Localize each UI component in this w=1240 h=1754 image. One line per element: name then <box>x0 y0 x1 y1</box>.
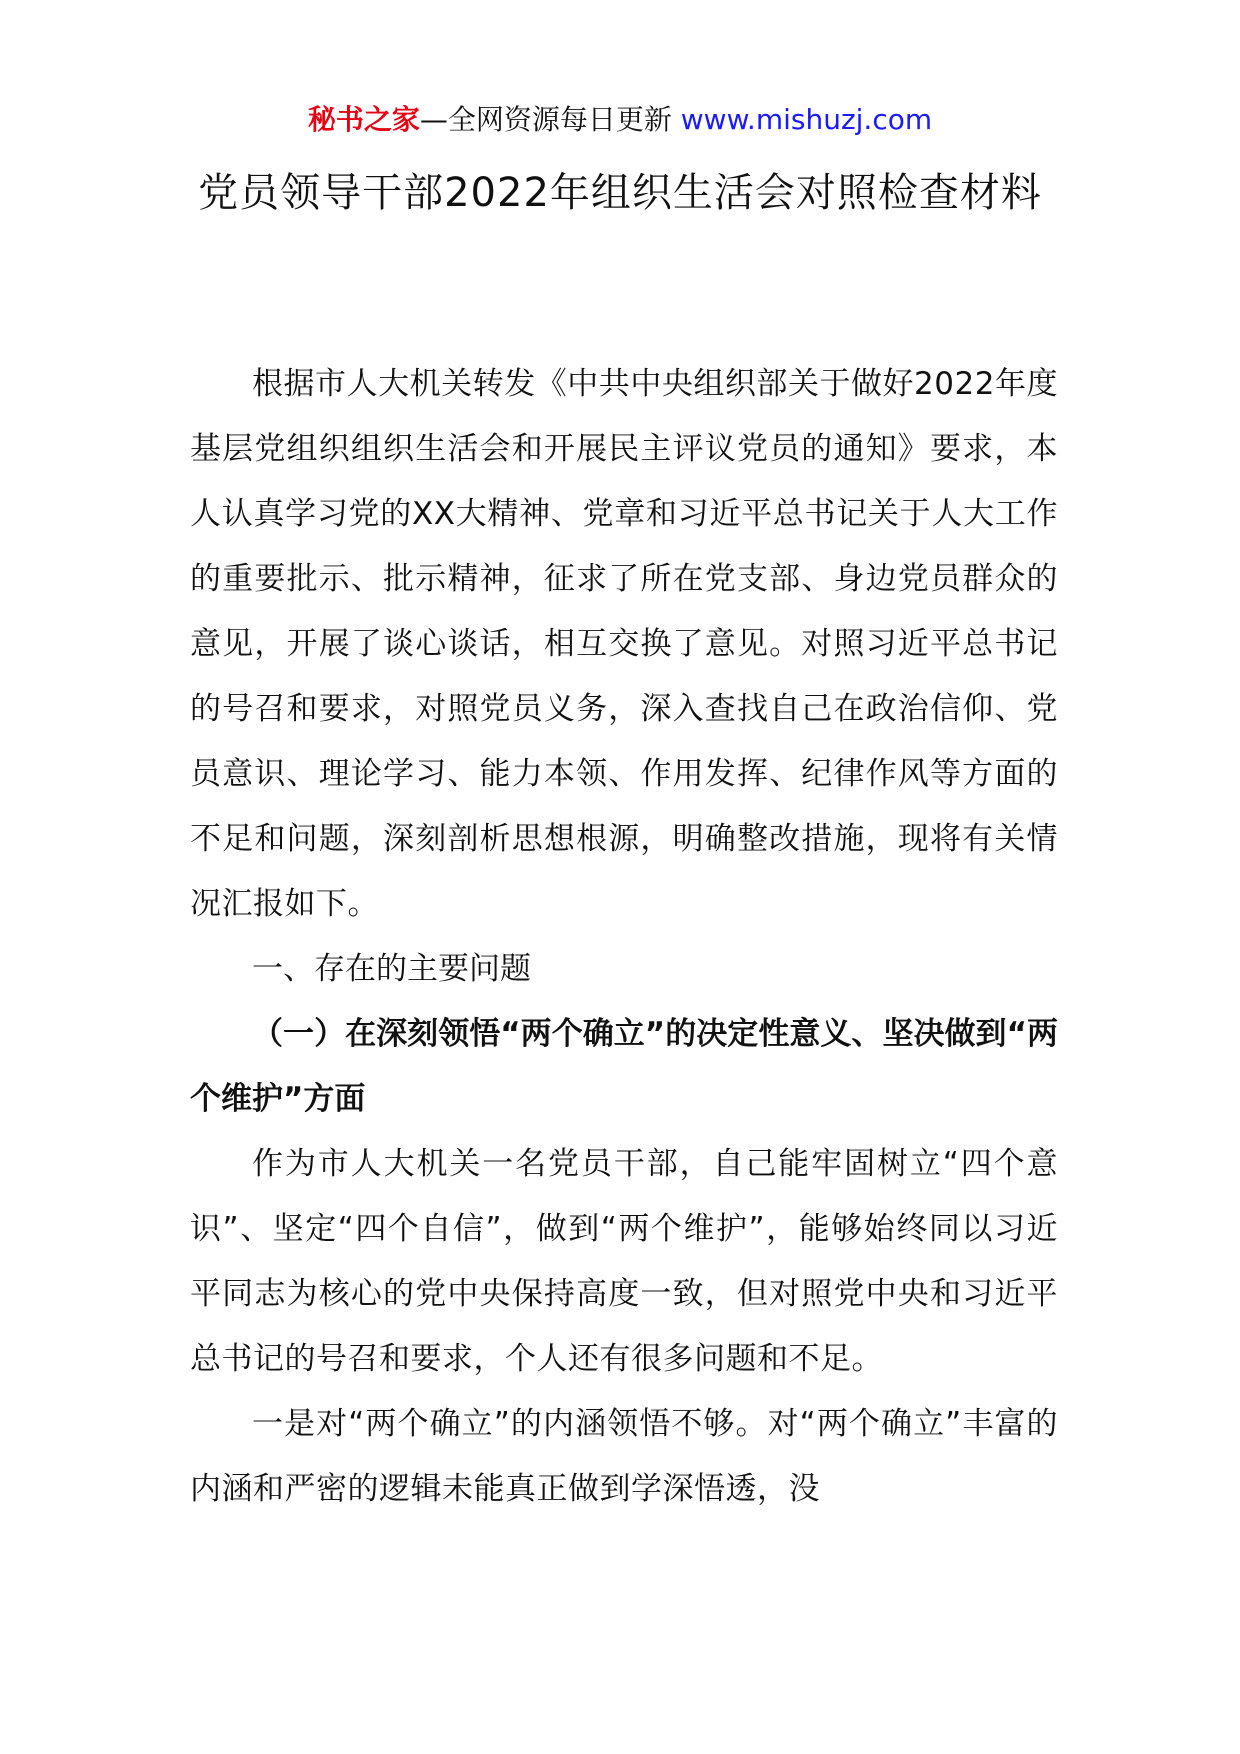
brand-name: 秘书之家 <box>307 103 420 136</box>
point-paragraph: 一是对“两个确立”的内涵领悟不够。对“两个确立”丰富的内涵和严密的逻辑未能真正做到学深悟透，没 <box>190 1406 1058 1507</box>
intro-paragraph: 根据市人大机关转发《中共中央组织部关于做好2022年度基层党组织组织生活会和开展民主评议党员的通知》要求，本人认真学习党的XX大精神、党章和习近平总书记关于人大工作的重要批示、批示精神，征求了所在党支部、身边党员群众的意见，开展了谈心谈话，相互交换了意见。对照习近平总书记的号召和要求，对照党员义务，深入查找自己在政治信仰、党员意识、理论学习、能力本领、作用发挥、纪律作风等方面的不足和问题，深刻剖析思想根源，明确整改措施，现将有关情况汇报如下。 <box>190 366 1058 922</box>
site-url-link[interactable]: www.mishuzj.com <box>680 103 933 136</box>
subsection-paragraph: 作为市人大机关一名党员干部，自己能牢固树立“四个意识”、坚定“四个自信”，做到“两个维护”，能够始终同以习近平同志为核心的党中央保持高度一致，但对照党中央和习近平总书记的号召和要求，个人还有很多问题和不足。 <box>190 1146 1058 1377</box>
section-heading: 一、存在的主要问题 <box>252 951 531 987</box>
document-body <box>190 352 1058 1522</box>
site-header <box>0 100 1240 140</box>
header-tagline: —全网资源每日更新 <box>419 103 681 136</box>
document-title: 党员领导干部2022年组织生活会对照检查材料 <box>198 170 1042 216</box>
subsection-heading: （一）在深刻领悟“两个确立”的决定性意义、坚决做到“两个维护”方面 <box>190 1016 1058 1117</box>
